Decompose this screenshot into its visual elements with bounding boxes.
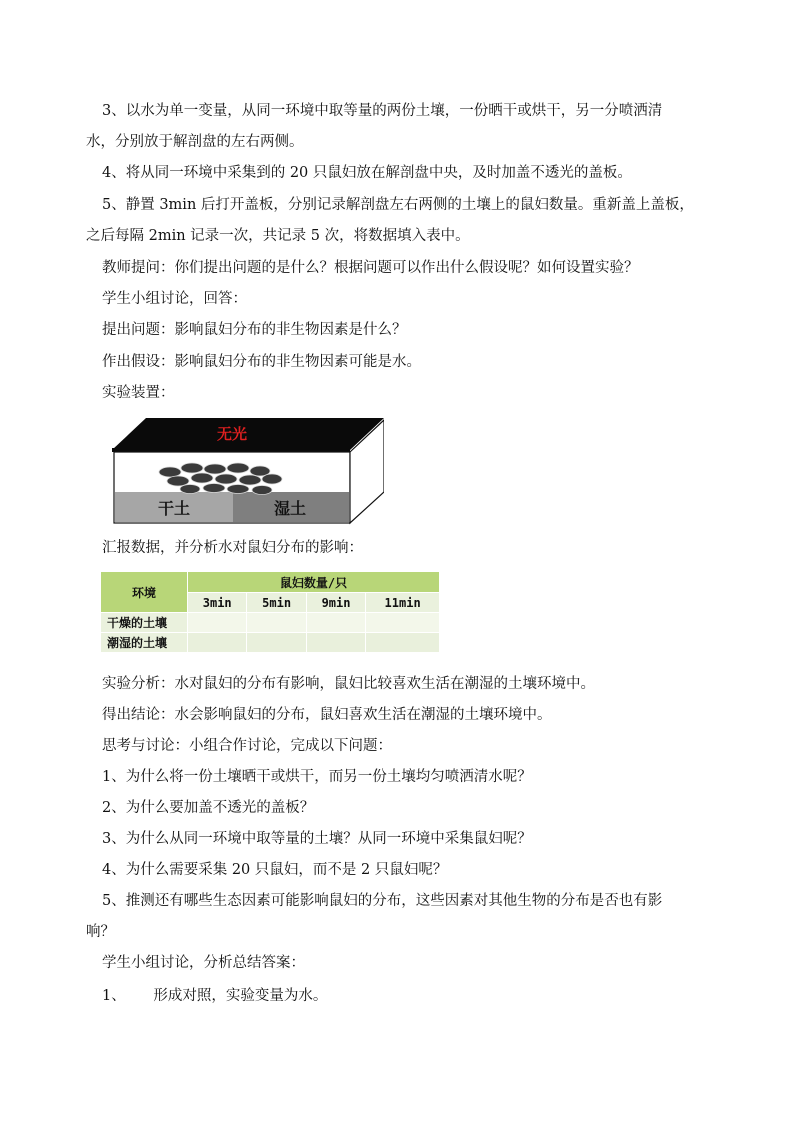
table-row [101,633,440,653]
lid-label: 无光 [216,425,248,443]
lid-front [112,448,350,452]
table-header-time: 9min [306,593,365,613]
table-row-label: 干燥的土壤 [101,613,188,633]
para-question-1: 1、为什么将一份土壤晒干或烘干，而另一份土壤均匀喷洒清水呢？ [102,769,532,785]
para-hypothesis: 作出假设：影响鼠妇分布的非生物因素可能是水。 [102,354,421,370]
wet-soil-label: 湿土 [273,499,307,518]
table-row-label: 潮湿的土壤 [101,633,188,653]
para-question-4: 4、为什么需要采集 20 只鼠妇，而不是 2 只鼠妇呢？ [102,862,448,878]
table-cell [247,633,306,653]
para-answer-intro: 学生小组讨论，分析总结答案： [102,955,305,971]
para-answer-1: 1、 形成对照，实验变量为水。 [102,988,328,1004]
para-student-discussion: 学生小组讨论，回答： [102,291,247,307]
para-question-5-line1: 5、推测还有哪些生态因素可能影响鼠妇的分布，这些因素对其他生物的分布是否也有影 [102,893,663,909]
table-cell [306,633,365,653]
para-discussion-intro: 思考与讨论：小组合作讨论，完成以下问题： [102,738,392,754]
para-step3-line1: 3、以水为单一变量，从同一环境中取等量的两份土壤，一份晒干或烘干，另一分喷洒清 [102,103,663,119]
para-step4: 4、将从同一环境中采集到的 20 只鼠妇放在解剖盘中央，及时加盖不透光的盖板。 [102,165,632,181]
table-header-env: 环境 [101,572,188,613]
table-header-time: 3min [188,593,247,613]
para-question-5-line2: 响？ [86,924,115,940]
table-header-time: 11min [366,593,440,613]
table-cell [306,613,365,633]
para-teacher-question: 教师提问：你们提出问题的是什么？根据问题可以作出什么假设呢？如何设置实验？ [102,260,639,276]
para-raise-question: 提出问题：影响鼠妇分布的非生物因素是什么？ [102,322,407,338]
para-apparatus: 实验装置： [102,385,175,401]
para-analysis: 实验分析：水对鼠妇的分布有影响，鼠妇比较喜欢生活在潮湿的土壤环境中。 [102,676,595,692]
table-cell [366,633,440,653]
woodlice-count-table [100,571,440,653]
para-step5-line2: 之后每隔 2min 记录一次，共记录 5 次，将数据填入表中。 [86,228,470,244]
table-cell [188,633,247,653]
table-cell [247,613,306,633]
para-table-intro: 汇报数据，并分析水对鼠妇分布的影响： [102,540,363,556]
dry-soil-label: 干土 [157,499,191,518]
para-question-2: 2、为什么要加盖不透光的盖板？ [102,800,315,816]
table-header-count: 鼠妇数量/只 [188,572,440,593]
table-cell [366,613,440,633]
table-cell [188,613,247,633]
para-question-3: 3、为什么从同一环境中取等量的土壤？从同一环境中采集鼠妇呢？ [102,831,532,847]
apparatus-diagram [112,414,384,526]
para-conclusion: 得出结论：水会影响鼠妇的分布，鼠妇喜欢生活在潮湿的土壤环境中。 [102,707,552,723]
table-row [101,613,440,633]
para-step5-line1: 5、静置 3min 后打开盖板，分别记录解剖盘左右两侧的土壤上的鼠妇数量。重新盖上盖板， [102,197,694,213]
para-step3-line2: 水，分别放于解剖盘的左右两侧。 [86,134,304,150]
table-header-time: 5min [247,593,306,613]
lid-top [112,418,384,450]
